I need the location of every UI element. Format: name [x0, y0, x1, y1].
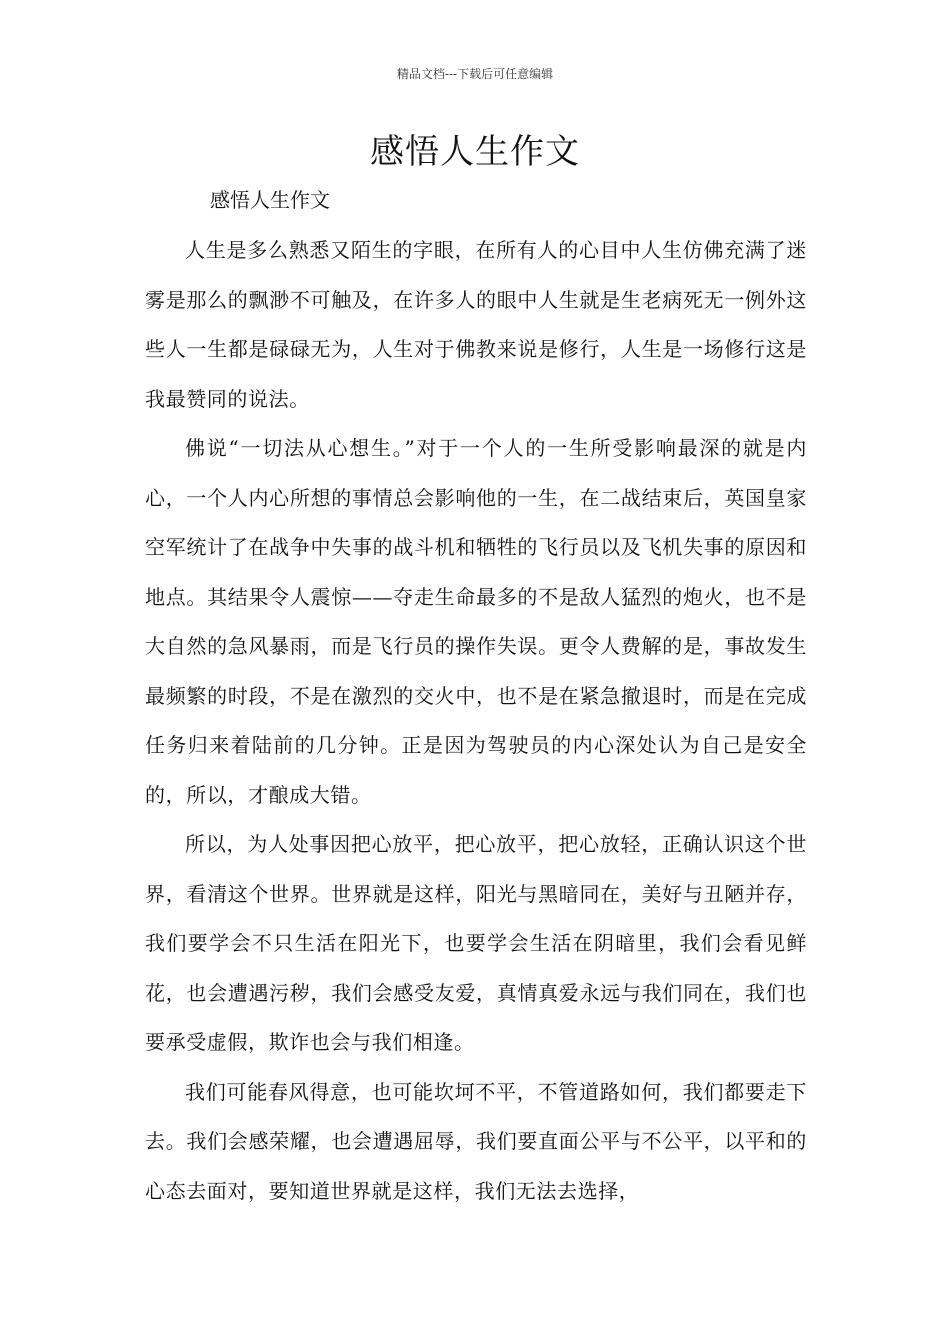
document-body: [145, 226, 807, 1216]
page-header: 精品文档---下载后可任意编辑: [396, 67, 554, 81]
paragraph: 佛说“一切法从心想生。”对于一个人的一生所受影响最深的就是内心，一个人内心所想的事情总会影响他的一生，在二战结束后，英国皇家空军统计了在战争中失事的战斗机和牺牲的飞行员以及飞机失事的原因和地点。其结果令人震惊——夺走生命最多的不是敌人猛烈的炮火，也不是大自然的急风暴雨，而是飞行员的操作失误。更令人费解的是，事故发生最频繁的时段，不是在激烈的交火中，也不是在紧急撤退时，而是在完成任务归来着陆前的几分钟。正是因为驾驶员的内心深处认为自己是安全的，所以，才酿成大错。: [145, 436, 807, 807]
paragraph: 所以，为人处事因把心放平，把心放平，把心放轻，正确认识这个世界，看清这个世界。世界就是这样，阳光与黑暗同在，美好与丑陋并存，我们要学会不只生活在阳光下，也要学会生活在阴暗里，我们会看见鲜花，也会遭遇污秽，我们会感受友爱，真情真爱永远与我们同在，我们也要承受虚假，欺诈也会与我们相逢。: [145, 832, 807, 1054]
document-title: 感悟人生作文: [370, 132, 580, 172]
paragraph: 人生是多么熟悉又陌生的字眼，在所有人的心目中人生仿佛充满了迷雾是那么的飘渺不可触及，在许多人的眼中人生就是生老病死无一例外这些人一生都是碌碌无为，人生对于佛教来说是修行，人生是一场修行这是我最赞同的说法。: [145, 238, 807, 411]
paragraph: 我们可能春风得意，也可能坎坷不平，不管道路如何，我们都要走下去。我们会感荣耀，也会遭遇屈辱，我们要直面公平与不公平，以平和的心态去面对，要知道世界就是这样，我们无法去选择，: [145, 1079, 807, 1203]
document-subtitle: 感悟人生作文: [210, 188, 330, 212]
